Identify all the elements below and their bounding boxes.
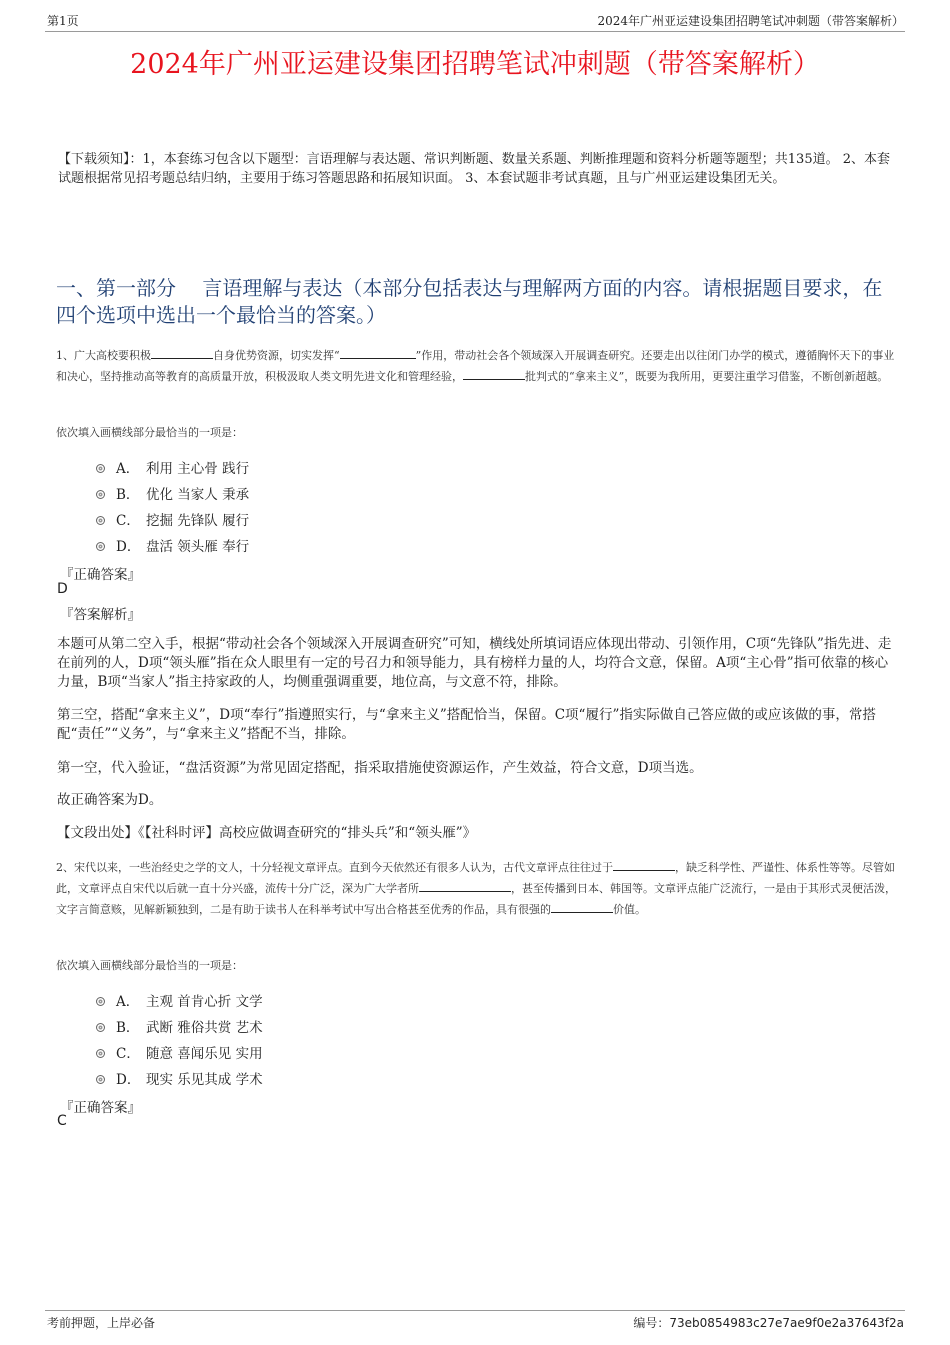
option-text: 现实 乐见其成 学术 [146, 1072, 263, 1088]
radio-icon[interactable] [96, 516, 105, 525]
option-text: 利用 主心骨 践行 [146, 461, 250, 477]
q1-analysis-paragraph: 第一空，代入验证，“盘活资源”为常见固定搭配，指采取措施使资源运作，产生效益，符合文意，D项当选。 [57, 760, 703, 776]
option-text: 优化 当家人 秉承 [146, 487, 250, 503]
download-notice: 【下载须知】：1，本套练习包含以下题型：言语理解与表达题、常识判断题、数量关系题、判断推理题和资料分析题等题型；共135道。 2、本套试题根据常见招考题总结归纳，主要用于练习答题思路和拓展知识面。 3、本套试题非考试真题，且与广州亚运建设集团无关。 [58, 152, 890, 186]
q1-option-d[interactable] [96, 535, 249, 555]
option-text: 挖掘 先锋队 履行 [146, 513, 250, 529]
q2-text-part: ，缺乏科学性、严谨性、体系性等等。尽管如此，文章评点自宋代以后就一直十分兴盛，流传十分广泛，深为广大学者所 [56, 861, 895, 895]
q1-analysis-paragraph: 故正确答案为D。 [57, 792, 163, 808]
q1-analysis-label: 『答案解析』 [60, 607, 141, 623]
q1-text-part: 1、广大高校要积极 [56, 349, 151, 362]
q2-option-a[interactable] [96, 990, 263, 1010]
option-letter: C． [116, 513, 140, 529]
radio-icon[interactable] [96, 997, 105, 1006]
option-letter: B． [116, 1020, 140, 1036]
q1-text-part: 自身优势资源，切实发挥“ [213, 349, 340, 362]
fill-blank [551, 900, 613, 913]
option-text: 主观 首肯心折 文学 [146, 994, 263, 1010]
question-2-prompt: 依次填入画横线部分最恰当的一项是： [56, 959, 243, 972]
q2-option-c[interactable] [96, 1042, 263, 1062]
option-letter: A． [116, 994, 140, 1010]
radio-icon[interactable] [96, 1049, 105, 1058]
q1-answer: D [57, 581, 68, 597]
q2-answer-label: 『正确答案』 [60, 1100, 141, 1116]
footer-code-label: 编号： [633, 1316, 670, 1330]
q2-text-part: 价值。 [613, 903, 646, 916]
q1-analysis-paragraph: 第三空，搭配“拿来主义”，D项“奉行”指遵照实行，与“拿来主义”搭配恰当，保留。C项“履行”指实际做自己答应做的或应该做的事，常搭配“责任”“义务”，与“拿来主义”搭配不当，排除。 [57, 707, 876, 742]
q2-text-part: 2、宋代以来，一些治经史之学的文人，十分轻视文章评点。直到今天依然还有很多人认为，古代文章评点往往过于 [56, 861, 613, 874]
footer-code-value: 73eb0854983c27e7ae9f0e2a37643f2a [669, 1316, 904, 1330]
radio-icon[interactable] [96, 1075, 105, 1084]
fill-blank [463, 367, 525, 380]
q1-text-part: 批判式的“拿来主义”，既要为我所用，更要注重学习借鉴，不断创新超越。 [525, 370, 889, 383]
question-1-text [56, 345, 898, 387]
running-header-title: 2024年广州亚运建设集团招聘笔试冲刺题（带答案解析） [597, 14, 904, 28]
document-title: 2024年广州亚运建设集团招聘笔试冲刺题（带答案解析） [130, 49, 820, 80]
q2-option-b[interactable] [96, 1016, 263, 1036]
footer-slogan: 考前押题，上岸必备 [47, 1316, 156, 1330]
header-divider [45, 31, 905, 32]
q1-option-b[interactable] [96, 483, 249, 503]
fill-blank [419, 879, 511, 892]
q1-analysis-paragraph: 本题可从第二空入手，根据“带动社会各个领域深入开展调查研究”可知，横线处所填词语应体现出带动、引领作用，C项“先锋队”指先进、走在前列的人，D项“领头雁”指在众人眼里有一定的号召力和领导能力，具有榜样力量的人，均符合文意，保留。A项“主心骨”指可依靠的核心力量，B项“当家人”指主持家政的人，均侧重强调重要，地位高，与文意不符，排除。 [57, 636, 892, 690]
option-letter: D． [116, 539, 141, 555]
option-text: 盘活 领头雁 奉行 [146, 539, 250, 555]
option-letter: D． [116, 1072, 141, 1088]
option-text: 武断 雅俗共赏 艺术 [146, 1020, 263, 1036]
page-number: 第1页 [47, 14, 79, 28]
radio-icon[interactable] [96, 490, 105, 499]
option-letter: A． [116, 461, 140, 477]
question-1-prompt: 依次填入画横线部分最恰当的一项是： [56, 426, 243, 439]
q2-option-d[interactable] [96, 1068, 263, 1088]
radio-icon[interactable] [96, 542, 105, 551]
q2-answer: C [57, 1113, 67, 1129]
q1-text-part: ”作用，带动社会各个领域深入开展调查研究。还要走出以往闭门办学的模式，遵循胸怀天下的事业和决心，坚持推动高等教育的高质量开放，积极汲取人类文明先进文化和管理经验， [56, 349, 895, 383]
footer-code [633, 1314, 904, 1331]
question-2-text [56, 857, 898, 920]
option-letter: C． [116, 1046, 140, 1062]
fill-blank [151, 346, 213, 359]
option-letter: B． [116, 487, 140, 503]
q1-option-a[interactable] [96, 457, 249, 477]
option-text: 随意 喜闻乐见 实用 [146, 1046, 263, 1062]
fill-blank [613, 858, 675, 871]
q1-answer-label: 『正确答案』 [60, 567, 141, 583]
radio-icon[interactable] [96, 1023, 105, 1032]
radio-icon[interactable] [96, 464, 105, 473]
fill-blank [340, 346, 416, 359]
footer-divider [45, 1310, 905, 1311]
q2-text-part: ，甚至传播到日本、韩国等。文章评点能广泛流行，一是由于其形式灵便活泼，文字言简意赅，见解新颖独到，二是有助于读书人在科举考试中写出合格甚至优秀的作品，具有很强的 [56, 882, 896, 916]
q1-source: 【文段出处】《【社科时评】高校应做调查研究的“排头兵”和“领头雁”》 [57, 825, 477, 841]
section-heading: 一、第一部分 言语理解与表达（本部分包括表达与理解两方面的内容。请根据题目要求，在四个选项中选出一个最恰当的答案。） [56, 276, 883, 327]
q1-option-c[interactable] [96, 509, 249, 529]
